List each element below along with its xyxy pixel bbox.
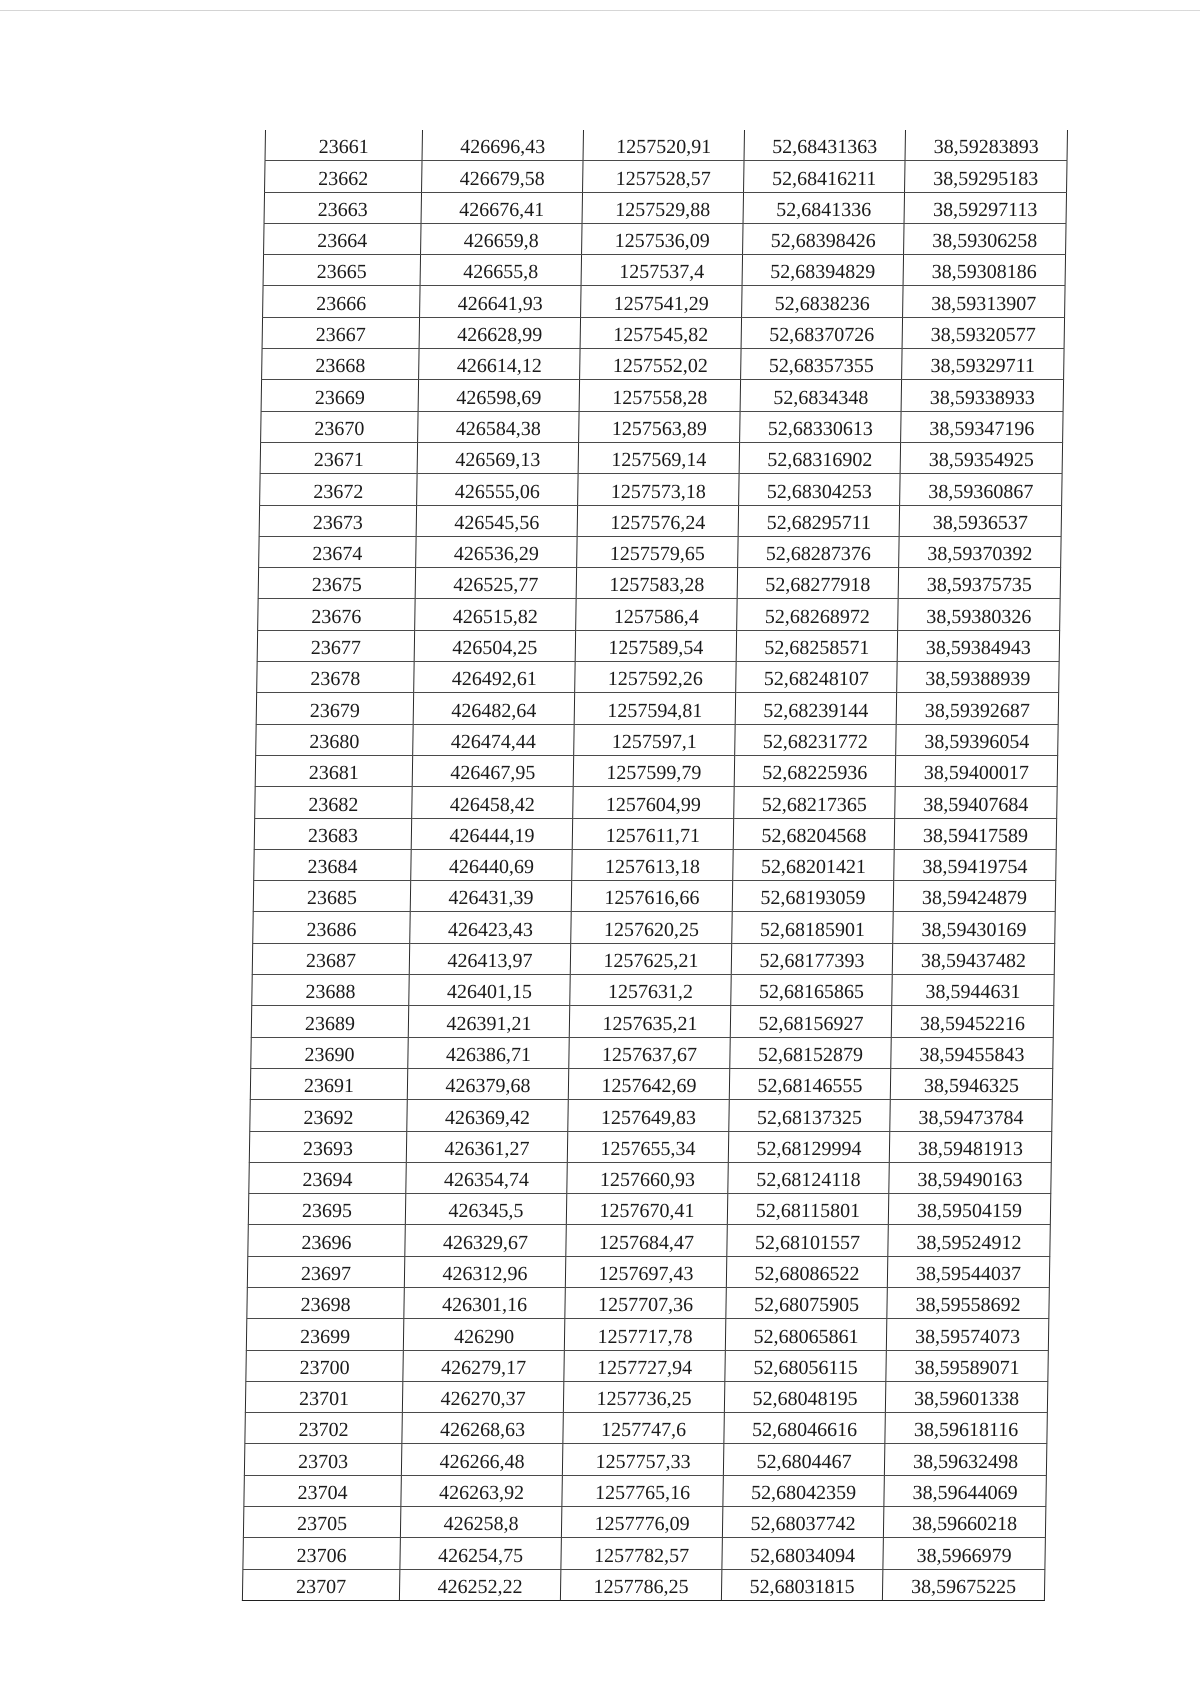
y-coordinate-cell: 1257529,88 bbox=[582, 192, 743, 223]
x-coordinate-cell: 426545,56 bbox=[416, 505, 577, 536]
latitude-cell: 52,68258571 bbox=[736, 630, 897, 661]
table-row bbox=[248, 1225, 1050, 1256]
point-number-cell: 23677 bbox=[257, 630, 414, 661]
y-coordinate-cell: 1257642,69 bbox=[568, 1068, 729, 1099]
longitude-cell: 38,59490163 bbox=[889, 1162, 1051, 1193]
table-row bbox=[245, 1413, 1047, 1444]
longitude-cell: 38,5946325 bbox=[890, 1068, 1052, 1099]
table-row bbox=[260, 474, 1062, 505]
longitude-cell: 38,5966979 bbox=[883, 1538, 1045, 1569]
point-number-cell: 23669 bbox=[261, 380, 418, 411]
x-coordinate-cell: 426391,21 bbox=[408, 1006, 569, 1037]
latitude-cell: 52,68065861 bbox=[725, 1319, 886, 1350]
latitude-cell: 52,68165865 bbox=[731, 975, 892, 1006]
x-coordinate-cell: 426266,48 bbox=[401, 1444, 562, 1475]
y-coordinate-cell: 1257684,47 bbox=[566, 1225, 727, 1256]
y-coordinate-cell: 1257589,54 bbox=[575, 630, 736, 661]
point-number-cell: 23705 bbox=[243, 1507, 400, 1538]
y-coordinate-cell: 1257786,25 bbox=[560, 1569, 721, 1600]
latitude-cell: 52,68075905 bbox=[726, 1287, 887, 1318]
point-number-cell: 23706 bbox=[243, 1538, 400, 1569]
x-coordinate-cell: 426379,68 bbox=[407, 1068, 568, 1099]
point-number-cell: 23670 bbox=[261, 411, 418, 442]
x-coordinate-cell: 426569,13 bbox=[417, 442, 578, 473]
latitude-cell: 52,68231772 bbox=[735, 724, 896, 755]
y-coordinate-cell: 1257637,67 bbox=[569, 1037, 730, 1068]
latitude-cell: 52,6804467 bbox=[723, 1444, 884, 1475]
y-coordinate-cell: 1257707,36 bbox=[565, 1287, 726, 1318]
y-coordinate-cell: 1257604,99 bbox=[573, 787, 734, 818]
y-coordinate-cell: 1257520,91 bbox=[583, 130, 744, 161]
table-row bbox=[256, 724, 1058, 755]
latitude-cell: 52,68042359 bbox=[723, 1475, 884, 1506]
point-number-cell: 23682 bbox=[255, 787, 412, 818]
table-row bbox=[255, 755, 1057, 786]
table-row bbox=[264, 192, 1066, 223]
point-number-cell: 23689 bbox=[251, 1006, 408, 1037]
longitude-cell: 38,59632498 bbox=[884, 1444, 1046, 1475]
y-coordinate-cell: 1257757,33 bbox=[562, 1444, 723, 1475]
x-coordinate-cell: 426423,43 bbox=[410, 912, 571, 943]
table-row bbox=[252, 975, 1054, 1006]
latitude-cell: 52,68357355 bbox=[741, 349, 902, 380]
longitude-cell: 38,59297113 bbox=[904, 192, 1066, 223]
table-row bbox=[255, 787, 1057, 818]
table-row bbox=[262, 317, 1064, 348]
table-row bbox=[243, 1538, 1045, 1569]
longitude-cell: 38,59574073 bbox=[886, 1319, 1048, 1350]
table-row bbox=[247, 1287, 1049, 1318]
x-coordinate-cell: 426270,37 bbox=[402, 1381, 563, 1412]
y-coordinate-cell: 1257660,93 bbox=[567, 1162, 728, 1193]
table-row bbox=[260, 442, 1062, 473]
table-row bbox=[249, 1162, 1051, 1193]
latitude-cell: 52,68086522 bbox=[726, 1256, 887, 1287]
point-number-cell: 23693 bbox=[249, 1131, 406, 1162]
table-row bbox=[252, 943, 1054, 974]
longitude-cell: 38,59675225 bbox=[882, 1569, 1044, 1600]
y-coordinate-cell: 1257765,16 bbox=[562, 1475, 723, 1506]
latitude-cell: 52,68204568 bbox=[733, 818, 894, 849]
table-row bbox=[259, 505, 1061, 536]
point-number-cell: 23671 bbox=[260, 442, 417, 473]
latitude-cell: 52,68048195 bbox=[724, 1381, 885, 1412]
y-coordinate-cell: 1257613,18 bbox=[572, 849, 733, 880]
x-coordinate-cell: 426345,5 bbox=[405, 1194, 566, 1225]
longitude-cell: 38,59360867 bbox=[900, 474, 1062, 505]
longitude-cell: 38,59354925 bbox=[900, 442, 1062, 473]
table-row bbox=[254, 818, 1056, 849]
latitude-cell: 52,68201421 bbox=[733, 849, 894, 880]
x-coordinate-cell: 426413,97 bbox=[409, 943, 570, 974]
longitude-cell: 38,59644069 bbox=[884, 1475, 1046, 1506]
table-row bbox=[250, 1100, 1052, 1131]
point-number-cell: 23701 bbox=[245, 1381, 402, 1412]
y-coordinate-cell: 1257625,21 bbox=[570, 943, 731, 974]
x-coordinate-cell: 426279,17 bbox=[403, 1350, 564, 1381]
longitude-cell: 38,59417589 bbox=[894, 818, 1056, 849]
latitude-cell: 52,68056115 bbox=[725, 1350, 886, 1381]
latitude-cell: 52,68225936 bbox=[734, 755, 895, 786]
longitude-cell: 38,59524912 bbox=[888, 1225, 1050, 1256]
x-coordinate-cell: 426482,64 bbox=[413, 693, 574, 724]
point-number-cell: 23662 bbox=[265, 161, 422, 192]
table-row bbox=[261, 411, 1063, 442]
x-coordinate-cell: 426312,96 bbox=[404, 1256, 565, 1287]
x-coordinate-cell: 426679,58 bbox=[422, 161, 583, 192]
longitude-cell: 38,59283893 bbox=[905, 130, 1067, 161]
point-number-cell: 23685 bbox=[253, 881, 410, 912]
latitude-cell: 52,68416211 bbox=[744, 161, 905, 192]
latitude-cell: 52,68316902 bbox=[739, 442, 900, 473]
y-coordinate-cell: 1257697,43 bbox=[565, 1256, 726, 1287]
latitude-cell: 52,68034094 bbox=[722, 1538, 883, 1569]
point-number-cell: 23698 bbox=[247, 1287, 404, 1318]
x-coordinate-cell: 426361,27 bbox=[406, 1131, 567, 1162]
table-row bbox=[246, 1350, 1048, 1381]
point-number-cell: 23688 bbox=[252, 975, 409, 1006]
table-row bbox=[247, 1256, 1049, 1287]
longitude-cell: 38,59384943 bbox=[897, 630, 1059, 661]
x-coordinate-cell: 426354,74 bbox=[406, 1162, 567, 1193]
latitude-cell: 52,68287376 bbox=[738, 536, 899, 567]
table-row bbox=[249, 1131, 1051, 1162]
x-coordinate-cell: 426444,19 bbox=[411, 818, 572, 849]
x-coordinate-cell: 426696,43 bbox=[422, 130, 583, 161]
y-coordinate-cell: 1257620,25 bbox=[571, 912, 732, 943]
x-coordinate-cell: 426301,16 bbox=[404, 1287, 565, 1318]
latitude-cell: 52,68124118 bbox=[728, 1162, 889, 1193]
x-coordinate-cell: 426676,41 bbox=[421, 192, 582, 223]
point-number-cell: 23696 bbox=[248, 1225, 405, 1256]
table-row bbox=[251, 1037, 1053, 1068]
point-number-cell: 23679 bbox=[256, 693, 413, 724]
longitude-cell: 38,59375735 bbox=[898, 568, 1060, 599]
latitude-cell: 52,6834348 bbox=[740, 380, 901, 411]
y-coordinate-cell: 1257717,78 bbox=[564, 1319, 725, 1350]
point-number-cell: 23703 bbox=[244, 1444, 401, 1475]
y-coordinate-cell: 1257569,14 bbox=[578, 442, 739, 473]
longitude-cell: 38,59424879 bbox=[893, 881, 1055, 912]
y-coordinate-cell: 1257597,1 bbox=[574, 724, 735, 755]
table-row bbox=[263, 286, 1065, 317]
longitude-cell: 38,59589071 bbox=[886, 1350, 1048, 1381]
longitude-cell: 38,59400017 bbox=[895, 755, 1057, 786]
table-row bbox=[244, 1475, 1046, 1506]
x-coordinate-cell: 426515,82 bbox=[415, 599, 576, 630]
x-coordinate-cell: 426492,61 bbox=[414, 662, 575, 693]
x-coordinate-cell: 426431,39 bbox=[410, 881, 571, 912]
point-number-cell: 23668 bbox=[262, 349, 419, 380]
y-coordinate-cell: 1257635,21 bbox=[569, 1006, 730, 1037]
point-number-cell: 23697 bbox=[247, 1256, 404, 1287]
point-number-cell: 23673 bbox=[259, 505, 416, 536]
longitude-cell: 38,59407684 bbox=[895, 787, 1057, 818]
x-coordinate-cell: 426401,15 bbox=[409, 975, 570, 1006]
point-number-cell: 23681 bbox=[255, 755, 412, 786]
longitude-cell: 38,59320577 bbox=[902, 317, 1064, 348]
longitude-cell: 38,59473784 bbox=[890, 1100, 1052, 1131]
latitude-cell: 52,68115801 bbox=[727, 1194, 888, 1225]
longitude-cell: 38,59388939 bbox=[897, 662, 1059, 693]
point-number-cell: 23663 bbox=[264, 192, 421, 223]
y-coordinate-cell: 1257670,41 bbox=[566, 1194, 727, 1225]
point-number-cell: 23699 bbox=[246, 1319, 403, 1350]
x-coordinate-cell: 426641,93 bbox=[420, 286, 581, 317]
table-row bbox=[242, 1569, 1044, 1600]
latitude-cell: 52,68370726 bbox=[741, 317, 902, 348]
y-coordinate-cell: 1257579,65 bbox=[577, 536, 738, 567]
x-coordinate-cell: 426290 bbox=[403, 1319, 564, 1350]
longitude-cell: 38,59455843 bbox=[891, 1037, 1053, 1068]
table-row bbox=[246, 1319, 1048, 1350]
longitude-cell: 38,59660218 bbox=[883, 1507, 1045, 1538]
x-coordinate-cell: 426628,99 bbox=[419, 317, 580, 348]
x-coordinate-cell: 426329,67 bbox=[405, 1225, 566, 1256]
table-row bbox=[254, 849, 1056, 880]
latitude-cell: 52,6838236 bbox=[742, 286, 903, 317]
y-coordinate-cell: 1257776,09 bbox=[561, 1507, 722, 1538]
y-coordinate-cell: 1257631,2 bbox=[570, 975, 731, 1006]
latitude-cell: 52,68152879 bbox=[730, 1037, 891, 1068]
longitude-cell: 38,59295183 bbox=[905, 161, 1067, 192]
latitude-cell: 52,68398426 bbox=[743, 223, 904, 254]
y-coordinate-cell: 1257592,26 bbox=[575, 662, 736, 693]
longitude-cell: 38,59558692 bbox=[887, 1287, 1049, 1318]
longitude-cell: 38,59437482 bbox=[892, 943, 1054, 974]
y-coordinate-cell: 1257545,82 bbox=[580, 317, 741, 348]
point-number-cell: 23690 bbox=[251, 1037, 408, 1068]
coordinates-table-body bbox=[242, 130, 1067, 1600]
y-coordinate-cell: 1257576,24 bbox=[577, 505, 738, 536]
x-coordinate-cell: 426263,92 bbox=[401, 1475, 562, 1506]
point-number-cell: 23675 bbox=[258, 568, 415, 599]
point-number-cell: 23684 bbox=[254, 849, 411, 880]
latitude-cell: 52,68137325 bbox=[729, 1100, 890, 1131]
y-coordinate-cell: 1257573,18 bbox=[578, 474, 739, 505]
y-coordinate-cell: 1257649,83 bbox=[568, 1100, 729, 1131]
y-coordinate-cell: 1257782,57 bbox=[561, 1538, 722, 1569]
longitude-cell: 38,59347196 bbox=[901, 411, 1063, 442]
y-coordinate-cell: 1257594,81 bbox=[574, 693, 735, 724]
latitude-cell: 52,68304253 bbox=[739, 474, 900, 505]
x-coordinate-cell: 426525,77 bbox=[415, 568, 576, 599]
latitude-cell: 52,68177393 bbox=[731, 943, 892, 974]
point-number-cell: 23666 bbox=[263, 286, 420, 317]
x-coordinate-cell: 426659,8 bbox=[421, 223, 582, 254]
point-number-cell: 23676 bbox=[258, 599, 415, 630]
longitude-cell: 38,59430169 bbox=[893, 912, 1055, 943]
longitude-cell: 38,59452216 bbox=[891, 1006, 1053, 1037]
point-number-cell: 23678 bbox=[257, 662, 414, 693]
table-row bbox=[265, 130, 1067, 161]
longitude-cell: 38,59329711 bbox=[902, 349, 1064, 380]
table-row bbox=[262, 349, 1064, 380]
latitude-cell: 52,6841336 bbox=[743, 192, 904, 223]
x-coordinate-cell: 426258,8 bbox=[400, 1507, 561, 1538]
point-number-cell: 23686 bbox=[253, 912, 410, 943]
x-coordinate-cell: 426598,69 bbox=[418, 380, 579, 411]
latitude-cell: 52,68101557 bbox=[727, 1225, 888, 1256]
x-coordinate-cell: 426584,38 bbox=[418, 411, 579, 442]
table-row bbox=[245, 1381, 1047, 1412]
longitude-cell: 38,5944631 bbox=[892, 975, 1054, 1006]
table-row bbox=[263, 255, 1065, 286]
point-number-cell: 23661 bbox=[265, 130, 422, 161]
longitude-cell: 38,59419754 bbox=[894, 849, 1056, 880]
point-number-cell: 23704 bbox=[244, 1475, 401, 1506]
table-row bbox=[243, 1507, 1045, 1538]
x-coordinate-cell: 426536,29 bbox=[416, 536, 577, 567]
point-number-cell: 23683 bbox=[254, 818, 411, 849]
latitude-cell: 52,68031815 bbox=[721, 1569, 882, 1600]
y-coordinate-cell: 1257563,89 bbox=[579, 411, 740, 442]
y-coordinate-cell: 1257611,71 bbox=[572, 818, 733, 849]
table-row bbox=[257, 630, 1059, 661]
longitude-cell: 38,59601338 bbox=[885, 1381, 1047, 1412]
table-row bbox=[258, 599, 1060, 630]
longitude-cell: 38,59504159 bbox=[888, 1194, 1050, 1225]
x-coordinate-cell: 426268,63 bbox=[402, 1413, 563, 1444]
y-coordinate-cell: 1257528,57 bbox=[583, 161, 744, 192]
point-number-cell: 23667 bbox=[262, 317, 419, 348]
latitude-cell: 52,68248107 bbox=[736, 662, 897, 693]
latitude-cell: 52,68217365 bbox=[734, 787, 895, 818]
longitude-cell: 38,59380326 bbox=[898, 599, 1060, 630]
table-row bbox=[258, 568, 1060, 599]
table-row bbox=[257, 662, 1059, 693]
latitude-cell: 52,68394829 bbox=[742, 255, 903, 286]
y-coordinate-cell: 1257736,25 bbox=[563, 1381, 724, 1412]
y-coordinate-cell: 1257558,28 bbox=[579, 380, 740, 411]
table-row bbox=[256, 693, 1058, 724]
y-coordinate-cell: 1257586,4 bbox=[576, 599, 737, 630]
x-coordinate-cell: 426369,42 bbox=[407, 1100, 568, 1131]
x-coordinate-cell: 426467,95 bbox=[412, 755, 573, 786]
longitude-cell: 38,59392687 bbox=[896, 693, 1058, 724]
y-coordinate-cell: 1257655,34 bbox=[567, 1131, 728, 1162]
x-coordinate-cell: 426474,44 bbox=[413, 724, 574, 755]
table-row bbox=[265, 161, 1067, 192]
latitude-cell: 52,68295711 bbox=[738, 505, 899, 536]
table-row bbox=[259, 536, 1061, 567]
latitude-cell: 52,68277918 bbox=[737, 568, 898, 599]
latitude-cell: 52,68431363 bbox=[744, 130, 905, 161]
point-number-cell: 23695 bbox=[248, 1194, 405, 1225]
longitude-cell: 38,59544037 bbox=[887, 1256, 1049, 1287]
longitude-cell: 38,59306258 bbox=[904, 223, 1066, 254]
latitude-cell: 52,68193059 bbox=[732, 881, 893, 912]
table-row bbox=[251, 1006, 1053, 1037]
table-row bbox=[250, 1068, 1052, 1099]
x-coordinate-cell: 426386,71 bbox=[408, 1037, 569, 1068]
latitude-cell: 52,68156927 bbox=[730, 1006, 891, 1037]
latitude-cell: 52,68046616 bbox=[724, 1413, 885, 1444]
y-coordinate-cell: 1257536,09 bbox=[582, 223, 743, 254]
latitude-cell: 52,68037742 bbox=[722, 1507, 883, 1538]
point-number-cell: 23680 bbox=[256, 724, 413, 755]
point-number-cell: 23707 bbox=[242, 1569, 399, 1600]
longitude-cell: 38,59370392 bbox=[899, 536, 1061, 567]
table-row bbox=[253, 912, 1055, 943]
coordinates-table bbox=[242, 130, 1068, 1601]
table-row bbox=[261, 380, 1063, 411]
table-row bbox=[248, 1194, 1050, 1225]
point-number-cell: 23687 bbox=[252, 943, 409, 974]
x-coordinate-cell: 426504,25 bbox=[414, 630, 575, 661]
point-number-cell: 23665 bbox=[263, 255, 420, 286]
x-coordinate-cell: 426655,8 bbox=[420, 255, 581, 286]
longitude-cell: 38,59618116 bbox=[885, 1413, 1047, 1444]
scan-top-edge bbox=[0, 10, 1200, 11]
latitude-cell: 52,68268972 bbox=[737, 599, 898, 630]
longitude-cell: 38,59338933 bbox=[901, 380, 1063, 411]
point-number-cell: 23700 bbox=[246, 1350, 403, 1381]
x-coordinate-cell: 426614,12 bbox=[419, 349, 580, 380]
table-row bbox=[244, 1444, 1046, 1475]
y-coordinate-cell: 1257552,02 bbox=[580, 349, 741, 380]
latitude-cell: 52,68185901 bbox=[732, 912, 893, 943]
longitude-cell: 38,59308186 bbox=[903, 255, 1065, 286]
x-coordinate-cell: 426254,75 bbox=[400, 1538, 561, 1569]
y-coordinate-cell: 1257727,94 bbox=[564, 1350, 725, 1381]
point-number-cell: 23664 bbox=[264, 223, 421, 254]
x-coordinate-cell: 426440,69 bbox=[411, 849, 572, 880]
y-coordinate-cell: 1257599,79 bbox=[573, 755, 734, 786]
x-coordinate-cell: 426458,42 bbox=[412, 787, 573, 818]
x-coordinate-cell: 426555,06 bbox=[417, 474, 578, 505]
table-row bbox=[253, 881, 1055, 912]
y-coordinate-cell: 1257616,66 bbox=[571, 881, 732, 912]
x-coordinate-cell: 426252,22 bbox=[399, 1569, 560, 1600]
point-number-cell: 23702 bbox=[245, 1413, 402, 1444]
point-number-cell: 23674 bbox=[259, 536, 416, 567]
y-coordinate-cell: 1257537,4 bbox=[581, 255, 742, 286]
latitude-cell: 52,68330613 bbox=[740, 411, 901, 442]
latitude-cell: 52,68129994 bbox=[728, 1131, 889, 1162]
longitude-cell: 38,5936537 bbox=[899, 505, 1061, 536]
point-number-cell: 23691 bbox=[250, 1068, 407, 1099]
point-number-cell: 23694 bbox=[249, 1162, 406, 1193]
y-coordinate-cell: 1257747,6 bbox=[563, 1413, 724, 1444]
latitude-cell: 52,68239144 bbox=[735, 693, 896, 724]
longitude-cell: 38,59313907 bbox=[903, 286, 1065, 317]
point-number-cell: 23672 bbox=[260, 474, 417, 505]
y-coordinate-cell: 1257583,28 bbox=[576, 568, 737, 599]
longitude-cell: 38,59396054 bbox=[896, 724, 1058, 755]
point-number-cell: 23692 bbox=[250, 1100, 407, 1131]
latitude-cell: 52,68146555 bbox=[729, 1068, 890, 1099]
y-coordinate-cell: 1257541,29 bbox=[581, 286, 742, 317]
longitude-cell: 38,59481913 bbox=[889, 1131, 1051, 1162]
table-row bbox=[264, 223, 1066, 254]
